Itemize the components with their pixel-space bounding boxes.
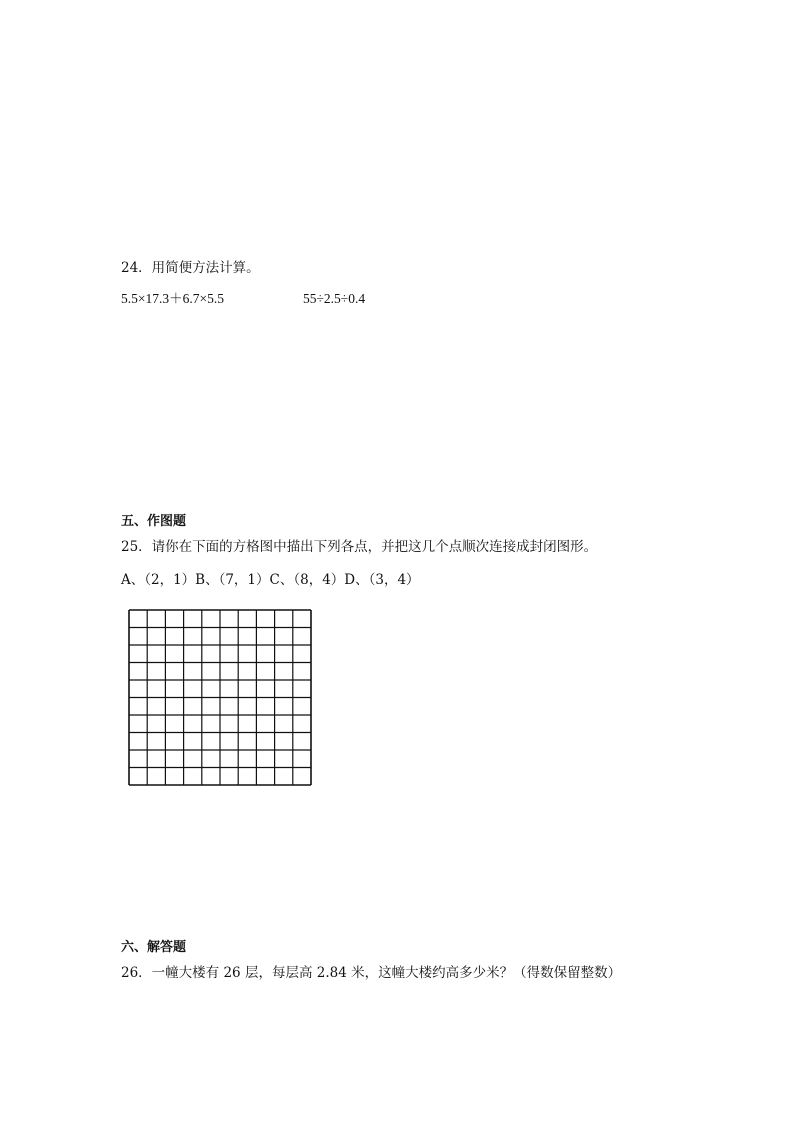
question-25-points: A、（2，1）B、（7，1）C、（8，4）D、（3，4） xyxy=(121,572,420,588)
question-25-title: 25．请你在下面的方格图中描出下列各点，并把这几个点顺次连接成封闭图形。 xyxy=(121,539,598,555)
question-26-title: 26．一幢大楼有 26 层，每层高 2.84 米，这幢大楼约高多少米？（得数保留整数） xyxy=(121,965,622,981)
question-24-expression-2: 55÷2.5÷0.4 xyxy=(303,291,366,306)
section-5-heading: 五、作图题 xyxy=(121,514,187,529)
coordinate-grid[interactable] xyxy=(128,609,314,789)
section-6-heading: 六、解答题 xyxy=(121,940,187,955)
question-24-title: 24．用简便方法计算。 xyxy=(121,260,260,276)
question-24-expression-1: 5.5×17.3＋6.7×5.5 xyxy=(121,291,224,306)
